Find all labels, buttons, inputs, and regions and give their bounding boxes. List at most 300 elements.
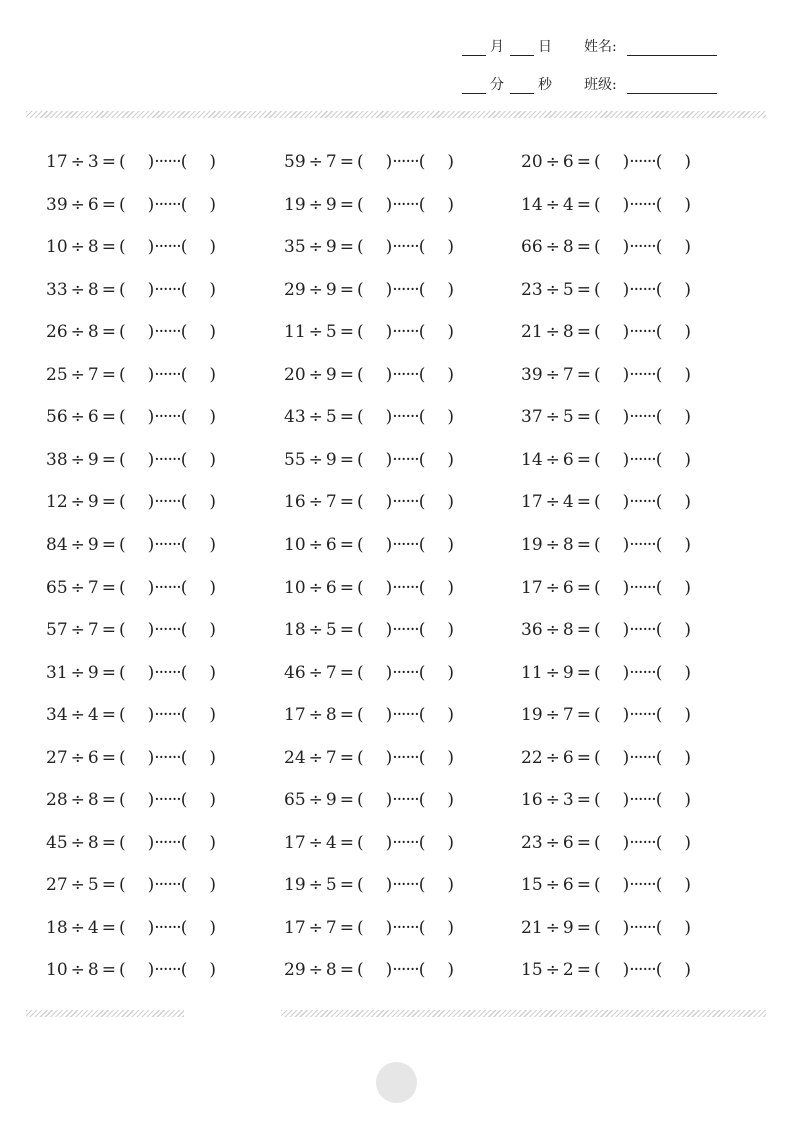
quotient-close-paren: ) bbox=[385, 662, 393, 683]
divide-sign: ÷ bbox=[308, 960, 323, 981]
quotient-close-paren: ) bbox=[147, 577, 155, 598]
remainder-close-paren: ) bbox=[447, 194, 454, 215]
remainder-open-paren: ( bbox=[655, 875, 663, 896]
division-problem bbox=[521, 450, 691, 470]
remainder-dots: ······ bbox=[154, 832, 181, 853]
divide-sign: ÷ bbox=[308, 322, 323, 343]
remainder-dots: ······ bbox=[392, 279, 419, 300]
quotient-open-paren: ( bbox=[356, 152, 364, 172]
remainder-close-paren: ) bbox=[209, 194, 216, 215]
class-blank[interactable] bbox=[627, 79, 717, 94]
remainder-close-paren: ) bbox=[447, 620, 454, 641]
quotient-open-paren: ( bbox=[118, 322, 126, 343]
remainder-close-paren: ) bbox=[684, 152, 691, 172]
equals-sign: = bbox=[101, 492, 116, 513]
quotient-open-paren: ( bbox=[118, 492, 126, 513]
division-problem bbox=[46, 450, 216, 470]
remainder-open-paren: ( bbox=[180, 194, 188, 215]
remainder-dots: ······ bbox=[629, 620, 656, 641]
divisor: 6 bbox=[562, 832, 574, 853]
remainder-dots: ······ bbox=[392, 237, 419, 258]
remainder-open-paren: ( bbox=[418, 747, 426, 768]
name-blank[interactable] bbox=[627, 41, 717, 56]
quotient-close-paren: ) bbox=[147, 875, 155, 896]
remainder-dots: ······ bbox=[392, 662, 419, 683]
remainder-open-paren: ( bbox=[418, 960, 426, 981]
month-blank[interactable] bbox=[462, 41, 486, 56]
remainder-close-paren: ) bbox=[684, 960, 691, 981]
equals-sign: = bbox=[339, 662, 354, 683]
remainder-dots: ······ bbox=[392, 577, 419, 598]
remainder-dots: ······ bbox=[392, 917, 419, 938]
division-problem bbox=[284, 918, 454, 938]
date-name-row bbox=[462, 32, 721, 56]
dividend: 12 bbox=[46, 492, 68, 513]
divisor: 9 bbox=[325, 449, 337, 470]
quotient-close-paren: ) bbox=[147, 152, 155, 172]
problem-row bbox=[46, 695, 746, 735]
second-label: 秒 bbox=[538, 77, 552, 93]
remainder-open-paren: ( bbox=[180, 322, 188, 343]
remainder-open-paren: ( bbox=[180, 364, 188, 385]
quotient-close-paren: ) bbox=[385, 790, 393, 811]
division-problem bbox=[521, 322, 691, 342]
divisor: 8 bbox=[562, 620, 574, 641]
division-problem bbox=[284, 322, 454, 342]
division-problem bbox=[521, 663, 691, 683]
day-blank[interactable] bbox=[510, 41, 534, 56]
remainder-open-paren: ( bbox=[180, 960, 188, 981]
equals-sign: = bbox=[339, 152, 354, 172]
remainder-open-paren: ( bbox=[180, 492, 188, 513]
equals-sign: = bbox=[339, 705, 354, 726]
dividend: 15 bbox=[521, 875, 543, 896]
equals-sign: = bbox=[339, 747, 354, 768]
quotient-open-paren: ( bbox=[356, 364, 364, 385]
remainder-close-paren: ) bbox=[684, 492, 691, 513]
divisor: 8 bbox=[87, 960, 99, 981]
remainder-close-paren: ) bbox=[684, 449, 691, 470]
quotient-open-paren: ( bbox=[118, 960, 126, 981]
divide-sign: ÷ bbox=[70, 322, 85, 343]
dividend: 20 bbox=[284, 364, 306, 385]
divisor: 8 bbox=[325, 960, 337, 981]
divide-sign: ÷ bbox=[545, 577, 560, 598]
dividend: 46 bbox=[284, 662, 306, 683]
remainder-open-paren: ( bbox=[180, 152, 188, 172]
remainder-close-paren: ) bbox=[447, 960, 454, 981]
divide-sign: ÷ bbox=[308, 237, 323, 258]
quotient-close-paren: ) bbox=[385, 917, 393, 938]
division-problem bbox=[284, 365, 454, 385]
dividend: 17 bbox=[284, 832, 306, 853]
quotient-open-paren: ( bbox=[118, 279, 126, 300]
division-problem bbox=[46, 492, 216, 512]
remainder-dots: ······ bbox=[154, 705, 181, 726]
divisor: 5 bbox=[562, 279, 574, 300]
dividend: 15 bbox=[521, 960, 543, 981]
dividend: 29 bbox=[284, 960, 306, 981]
dividend: 23 bbox=[521, 279, 543, 300]
equals-sign: = bbox=[576, 534, 591, 555]
quotient-close-paren: ) bbox=[147, 237, 155, 258]
remainder-close-paren: ) bbox=[209, 279, 216, 300]
quotient-close-paren: ) bbox=[385, 832, 393, 853]
division-problem bbox=[284, 620, 454, 640]
quotient-open-paren: ( bbox=[118, 152, 126, 172]
remainder-dots: ······ bbox=[629, 322, 656, 343]
remainder-close-paren: ) bbox=[447, 279, 454, 300]
dividend: 11 bbox=[284, 322, 306, 343]
quotient-close-paren: ) bbox=[622, 705, 630, 726]
divide-sign: ÷ bbox=[545, 194, 560, 215]
division-problem bbox=[521, 620, 691, 640]
divide-sign: ÷ bbox=[308, 662, 323, 683]
quotient-open-paren: ( bbox=[593, 407, 601, 428]
equals-sign: = bbox=[576, 237, 591, 258]
divisor: 8 bbox=[87, 279, 99, 300]
quotient-open-paren: ( bbox=[118, 790, 126, 811]
dividend: 10 bbox=[46, 960, 68, 981]
name-label: 姓名: bbox=[584, 39, 617, 55]
divide-sign: ÷ bbox=[308, 279, 323, 300]
remainder-close-paren: ) bbox=[209, 322, 216, 343]
equals-sign: = bbox=[339, 194, 354, 215]
equals-sign: = bbox=[339, 875, 354, 896]
divide-sign: ÷ bbox=[545, 279, 560, 300]
problem-row bbox=[46, 908, 746, 948]
division-problem bbox=[284, 833, 454, 853]
quotient-open-paren: ( bbox=[593, 832, 601, 853]
division-problem bbox=[284, 960, 454, 980]
divisor: 9 bbox=[325, 279, 337, 300]
remainder-close-paren: ) bbox=[209, 832, 216, 853]
remainder-dots: ······ bbox=[629, 534, 656, 555]
division-problem bbox=[521, 195, 691, 215]
divide-sign: ÷ bbox=[545, 492, 560, 513]
dividend: 56 bbox=[46, 407, 68, 428]
divisor: 6 bbox=[87, 747, 99, 768]
problem-row bbox=[46, 738, 746, 778]
divisor: 9 bbox=[87, 534, 99, 555]
remainder-open-paren: ( bbox=[418, 407, 426, 428]
remainder-dots: ······ bbox=[629, 790, 656, 811]
remainder-close-paren: ) bbox=[684, 194, 691, 215]
remainder-close-paren: ) bbox=[684, 705, 691, 726]
equals-sign: = bbox=[576, 407, 591, 428]
divisor: 7 bbox=[87, 364, 99, 385]
problem-row bbox=[46, 270, 746, 310]
dividend: 37 bbox=[521, 407, 543, 428]
division-problem bbox=[284, 663, 454, 683]
remainder-dots: ······ bbox=[154, 364, 181, 385]
remainder-open-paren: ( bbox=[418, 194, 426, 215]
quotient-close-paren: ) bbox=[385, 875, 393, 896]
quotient-close-paren: ) bbox=[622, 747, 630, 768]
remainder-close-paren: ) bbox=[209, 577, 216, 598]
remainder-close-paren: ) bbox=[684, 407, 691, 428]
remainder-open-paren: ( bbox=[418, 917, 426, 938]
dividend: 29 bbox=[284, 279, 306, 300]
division-problem bbox=[521, 365, 691, 385]
dividend: 17 bbox=[284, 917, 306, 938]
minute-blank[interactable] bbox=[462, 79, 486, 94]
remainder-dots: ······ bbox=[392, 705, 419, 726]
dividend: 27 bbox=[46, 875, 68, 896]
second-blank[interactable] bbox=[510, 79, 534, 94]
divide-sign: ÷ bbox=[70, 534, 85, 555]
top-hatch-divider bbox=[26, 111, 766, 118]
remainder-dots: ······ bbox=[392, 492, 419, 513]
divide-sign: ÷ bbox=[545, 237, 560, 258]
remainder-dots: ······ bbox=[154, 917, 181, 938]
dividend: 28 bbox=[46, 790, 68, 811]
remainder-close-paren: ) bbox=[209, 449, 216, 470]
equals-sign: = bbox=[101, 747, 116, 768]
remainder-close-paren: ) bbox=[209, 237, 216, 258]
dividend: 59 bbox=[284, 152, 306, 172]
equals-sign: = bbox=[101, 152, 116, 172]
remainder-open-paren: ( bbox=[655, 620, 663, 641]
problem-row bbox=[46, 227, 746, 267]
remainder-close-paren: ) bbox=[209, 620, 216, 641]
quotient-close-paren: ) bbox=[385, 705, 393, 726]
divisor: 6 bbox=[562, 577, 574, 598]
divide-sign: ÷ bbox=[545, 790, 560, 811]
quotient-close-paren: ) bbox=[385, 747, 393, 768]
remainder-open-paren: ( bbox=[180, 832, 188, 853]
remainder-close-paren: ) bbox=[447, 875, 454, 896]
divide-sign: ÷ bbox=[70, 492, 85, 513]
quotient-open-paren: ( bbox=[593, 449, 601, 470]
remainder-open-paren: ( bbox=[655, 492, 663, 513]
quotient-open-paren: ( bbox=[118, 875, 126, 896]
remainder-open-paren: ( bbox=[180, 407, 188, 428]
divisor: 4 bbox=[87, 705, 99, 726]
division-problem bbox=[521, 280, 691, 300]
divisor: 7 bbox=[325, 152, 337, 172]
equals-sign: = bbox=[339, 790, 354, 811]
remainder-open-paren: ( bbox=[418, 279, 426, 300]
division-problem bbox=[521, 875, 691, 895]
dividend: 39 bbox=[46, 194, 68, 215]
equals-sign: = bbox=[101, 960, 116, 981]
quotient-close-paren: ) bbox=[385, 577, 393, 598]
remainder-dots: ······ bbox=[154, 152, 181, 172]
problem-row bbox=[46, 823, 746, 863]
remainder-close-paren: ) bbox=[447, 449, 454, 470]
remainder-open-paren: ( bbox=[418, 152, 426, 172]
remainder-dots: ······ bbox=[154, 960, 181, 981]
remainder-dots: ······ bbox=[392, 534, 419, 555]
dividend: 17 bbox=[521, 492, 543, 513]
quotient-close-paren: ) bbox=[147, 917, 155, 938]
divide-sign: ÷ bbox=[70, 705, 85, 726]
quotient-close-paren: ) bbox=[622, 917, 630, 938]
division-problem bbox=[521, 152, 691, 172]
divide-sign: ÷ bbox=[545, 917, 560, 938]
division-problem bbox=[284, 492, 454, 512]
remainder-close-paren: ) bbox=[447, 790, 454, 811]
remainder-close-paren: ) bbox=[684, 620, 691, 641]
quotient-close-paren: ) bbox=[385, 237, 393, 258]
divisor: 6 bbox=[562, 875, 574, 896]
remainder-close-paren: ) bbox=[684, 237, 691, 258]
divide-sign: ÷ bbox=[308, 534, 323, 555]
quotient-open-paren: ( bbox=[593, 322, 601, 343]
equals-sign: = bbox=[576, 960, 591, 981]
dividend: 19 bbox=[521, 534, 543, 555]
bottom-hatch-divider-left bbox=[26, 1010, 184, 1017]
dividend: 35 bbox=[284, 237, 306, 258]
dividend: 27 bbox=[46, 747, 68, 768]
divisor: 7 bbox=[562, 364, 574, 385]
divide-sign: ÷ bbox=[545, 322, 560, 343]
remainder-open-paren: ( bbox=[655, 832, 663, 853]
problem-row bbox=[46, 440, 746, 480]
divisor: 5 bbox=[325, 620, 337, 641]
division-problem bbox=[521, 790, 691, 810]
problem-row bbox=[46, 397, 746, 437]
quotient-close-paren: ) bbox=[147, 960, 155, 981]
remainder-open-paren: ( bbox=[418, 534, 426, 555]
division-problem bbox=[46, 790, 216, 810]
divide-sign: ÷ bbox=[545, 152, 560, 172]
quotient-open-paren: ( bbox=[593, 279, 601, 300]
quotient-open-paren: ( bbox=[118, 194, 126, 215]
divisor: 9 bbox=[87, 449, 99, 470]
dividend: 20 bbox=[521, 152, 543, 172]
remainder-close-paren: ) bbox=[684, 364, 691, 385]
remainder-open-paren: ( bbox=[655, 917, 663, 938]
bottom-hatch-divider-right bbox=[281, 1010, 766, 1017]
quotient-open-paren: ( bbox=[593, 492, 601, 513]
problem-row bbox=[46, 950, 746, 990]
divisor: 5 bbox=[325, 322, 337, 343]
quotient-close-paren: ) bbox=[147, 492, 155, 513]
division-problem bbox=[521, 535, 691, 555]
dividend: 10 bbox=[46, 237, 68, 258]
division-problem bbox=[46, 748, 216, 768]
problem-row bbox=[46, 653, 746, 693]
quotient-open-paren: ( bbox=[593, 875, 601, 896]
remainder-close-paren: ) bbox=[684, 662, 691, 683]
equals-sign: = bbox=[576, 152, 591, 172]
quotient-open-paren: ( bbox=[356, 449, 364, 470]
quotient-open-paren: ( bbox=[118, 705, 126, 726]
remainder-open-paren: ( bbox=[180, 534, 188, 555]
remainder-dots: ······ bbox=[154, 237, 181, 258]
remainder-open-paren: ( bbox=[418, 662, 426, 683]
remainder-open-paren: ( bbox=[180, 449, 188, 470]
dividend: 84 bbox=[46, 534, 68, 555]
divisor: 9 bbox=[562, 662, 574, 683]
quotient-close-paren: ) bbox=[622, 875, 630, 896]
equals-sign: = bbox=[339, 917, 354, 938]
dividend: 66 bbox=[521, 237, 543, 258]
remainder-dots: ······ bbox=[154, 790, 181, 811]
equals-sign: = bbox=[101, 407, 116, 428]
division-problem bbox=[521, 237, 691, 257]
dividend: 17 bbox=[46, 152, 68, 172]
remainder-close-paren: ) bbox=[447, 152, 454, 172]
dividend: 19 bbox=[284, 875, 306, 896]
divide-sign: ÷ bbox=[545, 662, 560, 683]
quotient-open-paren: ( bbox=[118, 237, 126, 258]
dividend: 55 bbox=[284, 449, 306, 470]
remainder-dots: ······ bbox=[629, 152, 656, 172]
divide-sign: ÷ bbox=[70, 449, 85, 470]
remainder-dots: ······ bbox=[154, 194, 181, 215]
divisor: 7 bbox=[562, 705, 574, 726]
remainder-close-paren: ) bbox=[684, 279, 691, 300]
remainder-dots: ······ bbox=[154, 449, 181, 470]
division-problem bbox=[46, 918, 216, 938]
dividend: 24 bbox=[284, 747, 306, 768]
divide-sign: ÷ bbox=[70, 790, 85, 811]
day-label: 日 bbox=[538, 39, 552, 55]
divide-sign: ÷ bbox=[70, 407, 85, 428]
problem-row bbox=[46, 482, 746, 522]
equals-sign: = bbox=[101, 449, 116, 470]
divide-sign: ÷ bbox=[545, 747, 560, 768]
quotient-close-paren: ) bbox=[147, 279, 155, 300]
quotient-open-paren: ( bbox=[118, 449, 126, 470]
equals-sign: = bbox=[101, 662, 116, 683]
quotient-open-paren: ( bbox=[118, 662, 126, 683]
remainder-dots: ······ bbox=[629, 832, 656, 853]
equals-sign: = bbox=[339, 492, 354, 513]
equals-sign: = bbox=[101, 620, 116, 641]
remainder-open-paren: ( bbox=[418, 705, 426, 726]
dividend: 34 bbox=[46, 705, 68, 726]
quotient-open-paren: ( bbox=[356, 620, 364, 641]
quotient-close-paren: ) bbox=[147, 832, 155, 853]
quotient-close-paren: ) bbox=[385, 960, 393, 981]
dividend: 10 bbox=[284, 577, 306, 598]
remainder-open-paren: ( bbox=[655, 194, 663, 215]
dividend: 25 bbox=[46, 364, 68, 385]
quotient-open-paren: ( bbox=[593, 960, 601, 981]
divisor: 6 bbox=[87, 194, 99, 215]
quotient-close-paren: ) bbox=[147, 534, 155, 555]
remainder-close-paren: ) bbox=[209, 960, 216, 981]
worksheet-header bbox=[462, 28, 762, 98]
remainder-open-paren: ( bbox=[180, 577, 188, 598]
quotient-close-paren: ) bbox=[147, 747, 155, 768]
remainder-open-paren: ( bbox=[180, 662, 188, 683]
remainder-dots: ······ bbox=[154, 875, 181, 896]
equals-sign: = bbox=[576, 832, 591, 853]
quotient-open-paren: ( bbox=[118, 534, 126, 555]
quotient-open-paren: ( bbox=[593, 577, 601, 598]
dividend: 31 bbox=[46, 662, 68, 683]
equals-sign: = bbox=[101, 875, 116, 896]
dividend: 18 bbox=[284, 620, 306, 641]
dividend: 21 bbox=[521, 322, 543, 343]
divide-sign: ÷ bbox=[70, 364, 85, 385]
remainder-open-paren: ( bbox=[180, 917, 188, 938]
division-problem bbox=[46, 705, 216, 725]
division-problem bbox=[284, 535, 454, 555]
quotient-close-paren: ) bbox=[622, 237, 630, 258]
division-problem bbox=[46, 663, 216, 683]
remainder-dots: ······ bbox=[629, 705, 656, 726]
dividend: 26 bbox=[46, 322, 68, 343]
remainder-close-paren: ) bbox=[684, 917, 691, 938]
quotient-close-paren: ) bbox=[147, 662, 155, 683]
divisor: 6 bbox=[562, 449, 574, 470]
